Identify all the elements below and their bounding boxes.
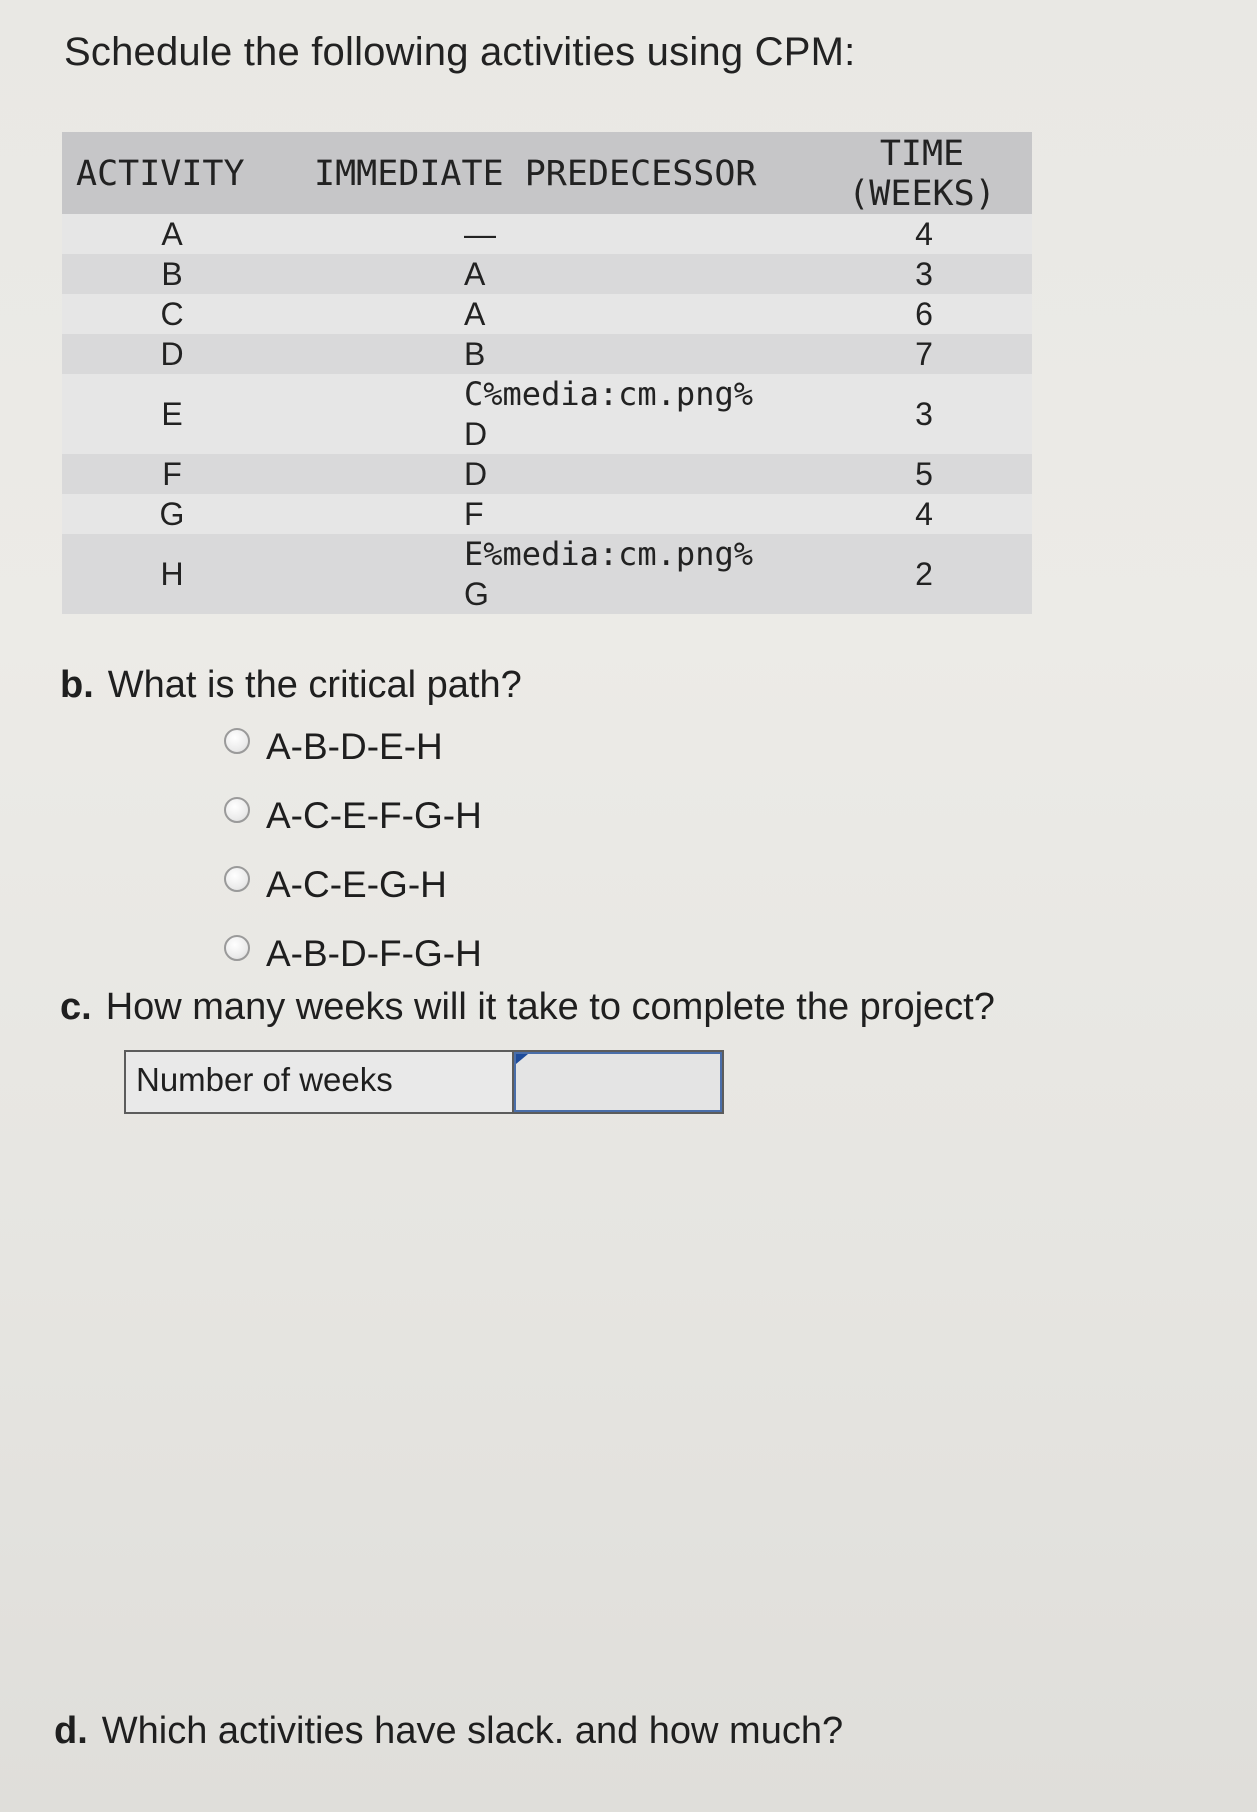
option-row[interactable] xyxy=(224,919,482,988)
header-time-line1: TIME xyxy=(879,134,965,174)
input-marker-icon xyxy=(516,1054,528,1064)
option-row[interactable] xyxy=(224,712,482,781)
predecessor-line: E%media:cm.png% xyxy=(464,535,753,573)
predecessor-cell xyxy=(464,534,753,614)
question-d-label: d. xyxy=(54,1710,88,1752)
option-row[interactable] xyxy=(224,850,482,919)
question-d-text: Which activities have slack. and how much? xyxy=(101,1710,844,1752)
time-cell: 2 xyxy=(915,556,933,592)
activity-cell: D xyxy=(160,336,184,372)
predecessor-line: A xyxy=(464,256,486,292)
activity-cell: E xyxy=(161,396,183,432)
question-c-label: c. xyxy=(60,986,92,1028)
table-row xyxy=(62,534,1032,614)
activity-cell: F xyxy=(162,456,182,492)
time-cell: 3 xyxy=(915,396,933,432)
header-time xyxy=(832,134,1012,214)
predecessor-cell xyxy=(464,374,753,454)
option-label[interactable]: A-B-D-E-H xyxy=(266,725,443,767)
predecessor-line: B xyxy=(464,336,486,372)
radio-button[interactable] xyxy=(224,728,250,754)
time-cell: 7 xyxy=(915,336,933,372)
table-row xyxy=(62,254,1032,294)
question-c xyxy=(60,986,995,1029)
time-cell: 6 xyxy=(915,296,933,332)
time-cell: 5 xyxy=(915,456,933,492)
question-c-text: How many weeks will it take to complete the project? xyxy=(105,986,995,1028)
question-b xyxy=(60,664,522,707)
table-row xyxy=(62,214,1032,254)
weeks-input[interactable] xyxy=(514,1052,722,1112)
predecessor-cell xyxy=(464,214,496,254)
header-activity: ACTIVITY xyxy=(76,154,245,194)
predecessor-cell xyxy=(464,454,487,494)
time-cell: 4 xyxy=(915,496,933,532)
predecessor-cell xyxy=(464,494,484,534)
header-predecessor: IMMEDIATE PREDECESSOR xyxy=(314,154,757,194)
activity-cell: H xyxy=(160,556,184,592)
weeks-answer-label: Number of weeks xyxy=(126,1052,514,1112)
predecessor-line: G xyxy=(464,576,489,612)
predecessor-line: D xyxy=(464,456,488,492)
radio-button[interactable] xyxy=(224,797,250,823)
activity-cell: B xyxy=(161,256,183,292)
table-row xyxy=(62,294,1032,334)
predecessor-cell xyxy=(464,294,485,334)
radio-button[interactable] xyxy=(224,935,250,961)
question-b-label: b. xyxy=(60,664,94,706)
table-row xyxy=(62,494,1032,534)
predecessor-line: C%media:cm.png% xyxy=(464,375,753,413)
activity-table xyxy=(62,132,1032,614)
radio-button[interactable] xyxy=(224,866,250,892)
predecessor-line: — xyxy=(464,216,496,252)
time-cell: 4 xyxy=(915,216,933,252)
activity-cell: C xyxy=(160,296,184,332)
predecessor-cell xyxy=(464,254,485,294)
option-label[interactable]: A-C-E-G-H xyxy=(266,863,447,905)
predecessor-cell xyxy=(464,334,485,374)
page-heading: Schedule the following activities using CPM: xyxy=(64,30,856,74)
option-row[interactable] xyxy=(224,781,482,850)
table-row xyxy=(62,374,1032,454)
table-header xyxy=(62,132,1032,214)
activity-cell: A xyxy=(161,216,183,252)
question-d xyxy=(54,1710,843,1753)
predecessor-line: F xyxy=(464,496,484,532)
critical-path-options xyxy=(224,712,482,988)
header-time-line2: (WEEKS) xyxy=(848,174,996,214)
table-row xyxy=(62,334,1032,374)
option-label[interactable]: A-C-E-F-G-H xyxy=(266,794,482,836)
table-row xyxy=(62,454,1032,494)
weeks-answer-box xyxy=(124,1050,724,1114)
option-label[interactable]: A-B-D-F-G-H xyxy=(266,932,482,974)
predecessor-line: D xyxy=(464,416,488,452)
question-b-text: What is the critical path? xyxy=(107,664,522,706)
predecessor-line: A xyxy=(464,296,486,332)
activity-cell: G xyxy=(159,496,185,532)
time-cell: 3 xyxy=(915,256,933,292)
